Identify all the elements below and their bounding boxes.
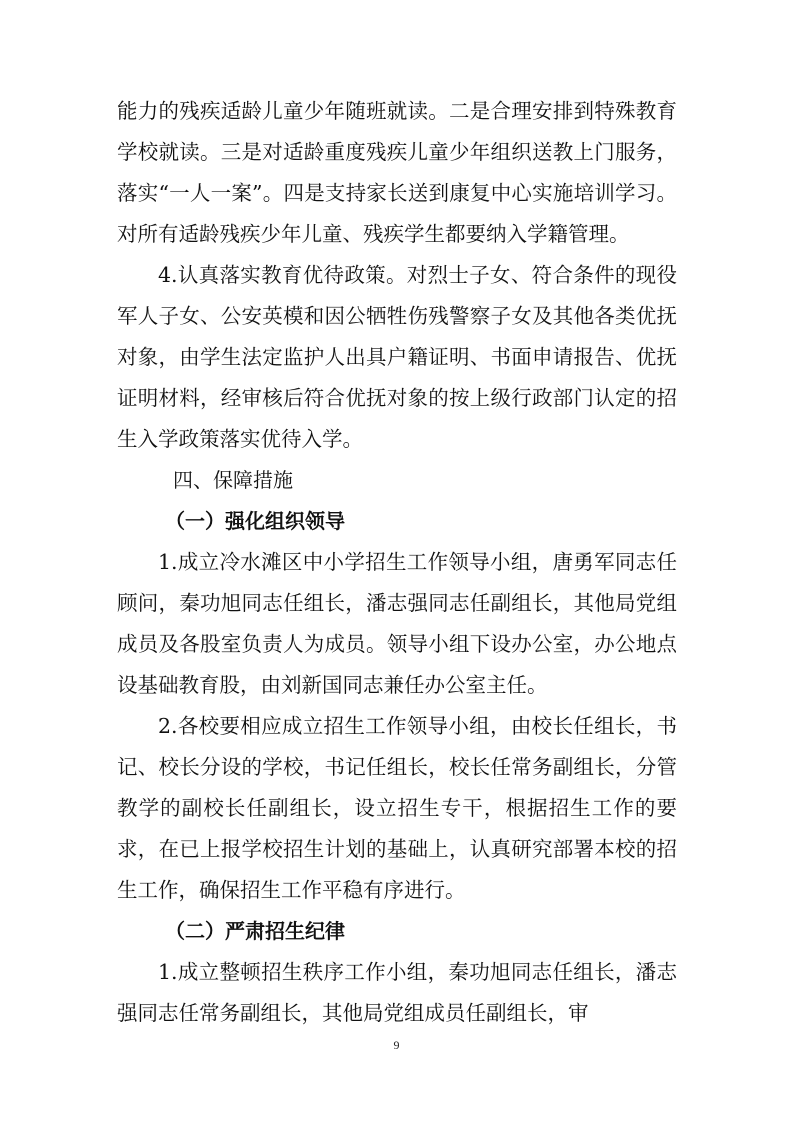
subsection-heading-organization: （一）强化组织领导 [165,509,345,533]
section-heading-safeguards: 四、保障措施 [173,468,293,492]
paragraph-preferential-policy: 4.认真落实教育优待政策。对烈士子女、符合条件的现役军人子女、公安英模和因公牺牲伤残警察子女及其他各类优抚对象，由学生法定监护人出具户籍证明、书面申请报告、优抚证明材料，经审核后符合优抚对象的按上级行政部门认定的招生入学政策落实优待入学。 [117,263,677,451]
paragraph-leading-group: 1.成立冷水滩区中小学招生工作领导小组，唐勇军同志任顾问，秦功旭同志任组长，潘志强同志任副组长，其他局党组成员及各股室负责人为成员。领导小组下设办公室，办公地点设基础教育股，由刘新国同志兼任办公室主任。 [117,550,677,697]
paragraph-school-groups: 2.各校要相应成立招生工作领导小组，由校长任组长，书记、校长分设的学校，书记任组长，校长任常务副组长，分管教学的副校长任副组长，设立招生专干，根据招生工作的要求，在已上报学校招生计划的基础上，认真研究部署本校的招生工作，确保招生工作平稳有序进行。 [117,714,677,902]
paragraph-continuation: 能力的残疾适龄儿童少年随班就读。二是合理安排到特殊教育学校就读。三是对适龄重度残疾儿童少年组织送教上门服务，落实“一人一案”。四是支持家长送到康复中心实施培训学习。对所有适龄残疾少年儿童、残疾学生都要纳入学籍管理。 [117,99,677,246]
page-number: 9 [393,1038,400,1052]
document-body [117,91,677,1034]
paragraph-rectification-group: 1.成立整顿招生秩序工作小组，秦功旭同志任组长，潘志强同志任常务副组长，其他局党组成员任副组长，审 [117,960,677,1025]
subsection-heading-discipline: （二）严肃招生纪律 [165,919,345,943]
